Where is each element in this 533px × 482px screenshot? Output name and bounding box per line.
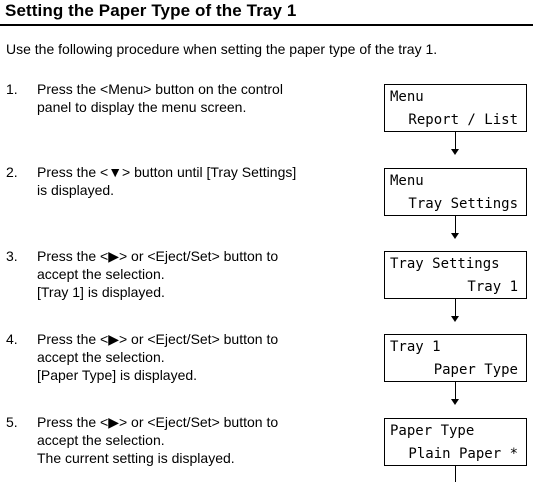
step-line: Press the <▶> or <Eject/Set> button to	[37, 248, 279, 264]
step-line: Press the <▶> or <Eject/Set> button to	[37, 331, 279, 347]
step-line: accept the selection.	[37, 266, 165, 282]
lcd-line-2: Report / List	[408, 112, 518, 128]
step-line: accept the selection.	[37, 349, 165, 365]
step-line: Press the <▼> button until [Tray Settings]	[37, 164, 297, 180]
step-line: The current setting is displayed.	[37, 450, 235, 466]
step-line: [Tray 1] is displayed.	[37, 284, 165, 300]
lcd-line-1: Tray 1	[390, 339, 441, 355]
step-line: [Paper Type] is displayed.	[37, 367, 198, 383]
lcd-display-5	[384, 418, 527, 466]
step-text	[37, 330, 367, 384]
step-number: 1.	[6, 81, 18, 97]
lcd-line-1: Menu	[390, 173, 424, 189]
step-number: 3.	[6, 248, 18, 264]
step-number: 5.	[6, 414, 18, 430]
lcd-display-3	[384, 251, 527, 299]
step-text	[37, 413, 367, 467]
lcd-line-2: Tray Settings	[408, 196, 518, 212]
step-line: accept the selection.	[37, 432, 165, 448]
page-title: Setting the Paper Type of the Tray 1	[5, 1, 297, 20]
lcd-display-1	[384, 84, 527, 132]
title-divider	[0, 24, 533, 26]
step-line: is displayed.	[37, 182, 115, 198]
step-line: Press the <Menu> button on the control	[37, 81, 283, 97]
step-text	[37, 247, 367, 301]
lcd-line-2: Paper Type	[433, 362, 518, 378]
step-line: Press the <▶> or <Eject/Set> button to	[37, 414, 279, 430]
step-text	[37, 80, 367, 116]
step-number: 2.	[6, 164, 18, 180]
lcd-display-4	[384, 334, 527, 382]
lcd-line-1: Tray Settings	[390, 256, 500, 272]
step-text	[37, 163, 367, 199]
lcd-display-2	[384, 168, 527, 216]
lcd-line-1: Menu	[390, 89, 424, 105]
lcd-line-2: Plain Paper *	[408, 446, 518, 462]
lcd-line-2: Tray 1	[467, 279, 518, 295]
step-number: 4.	[6, 331, 18, 347]
step-line: panel to display the menu screen.	[37, 99, 247, 115]
intro-text: Use the following procedure when setting the paper type of the tray 1.	[6, 41, 438, 57]
lcd-line-1: Paper Type	[390, 423, 475, 439]
